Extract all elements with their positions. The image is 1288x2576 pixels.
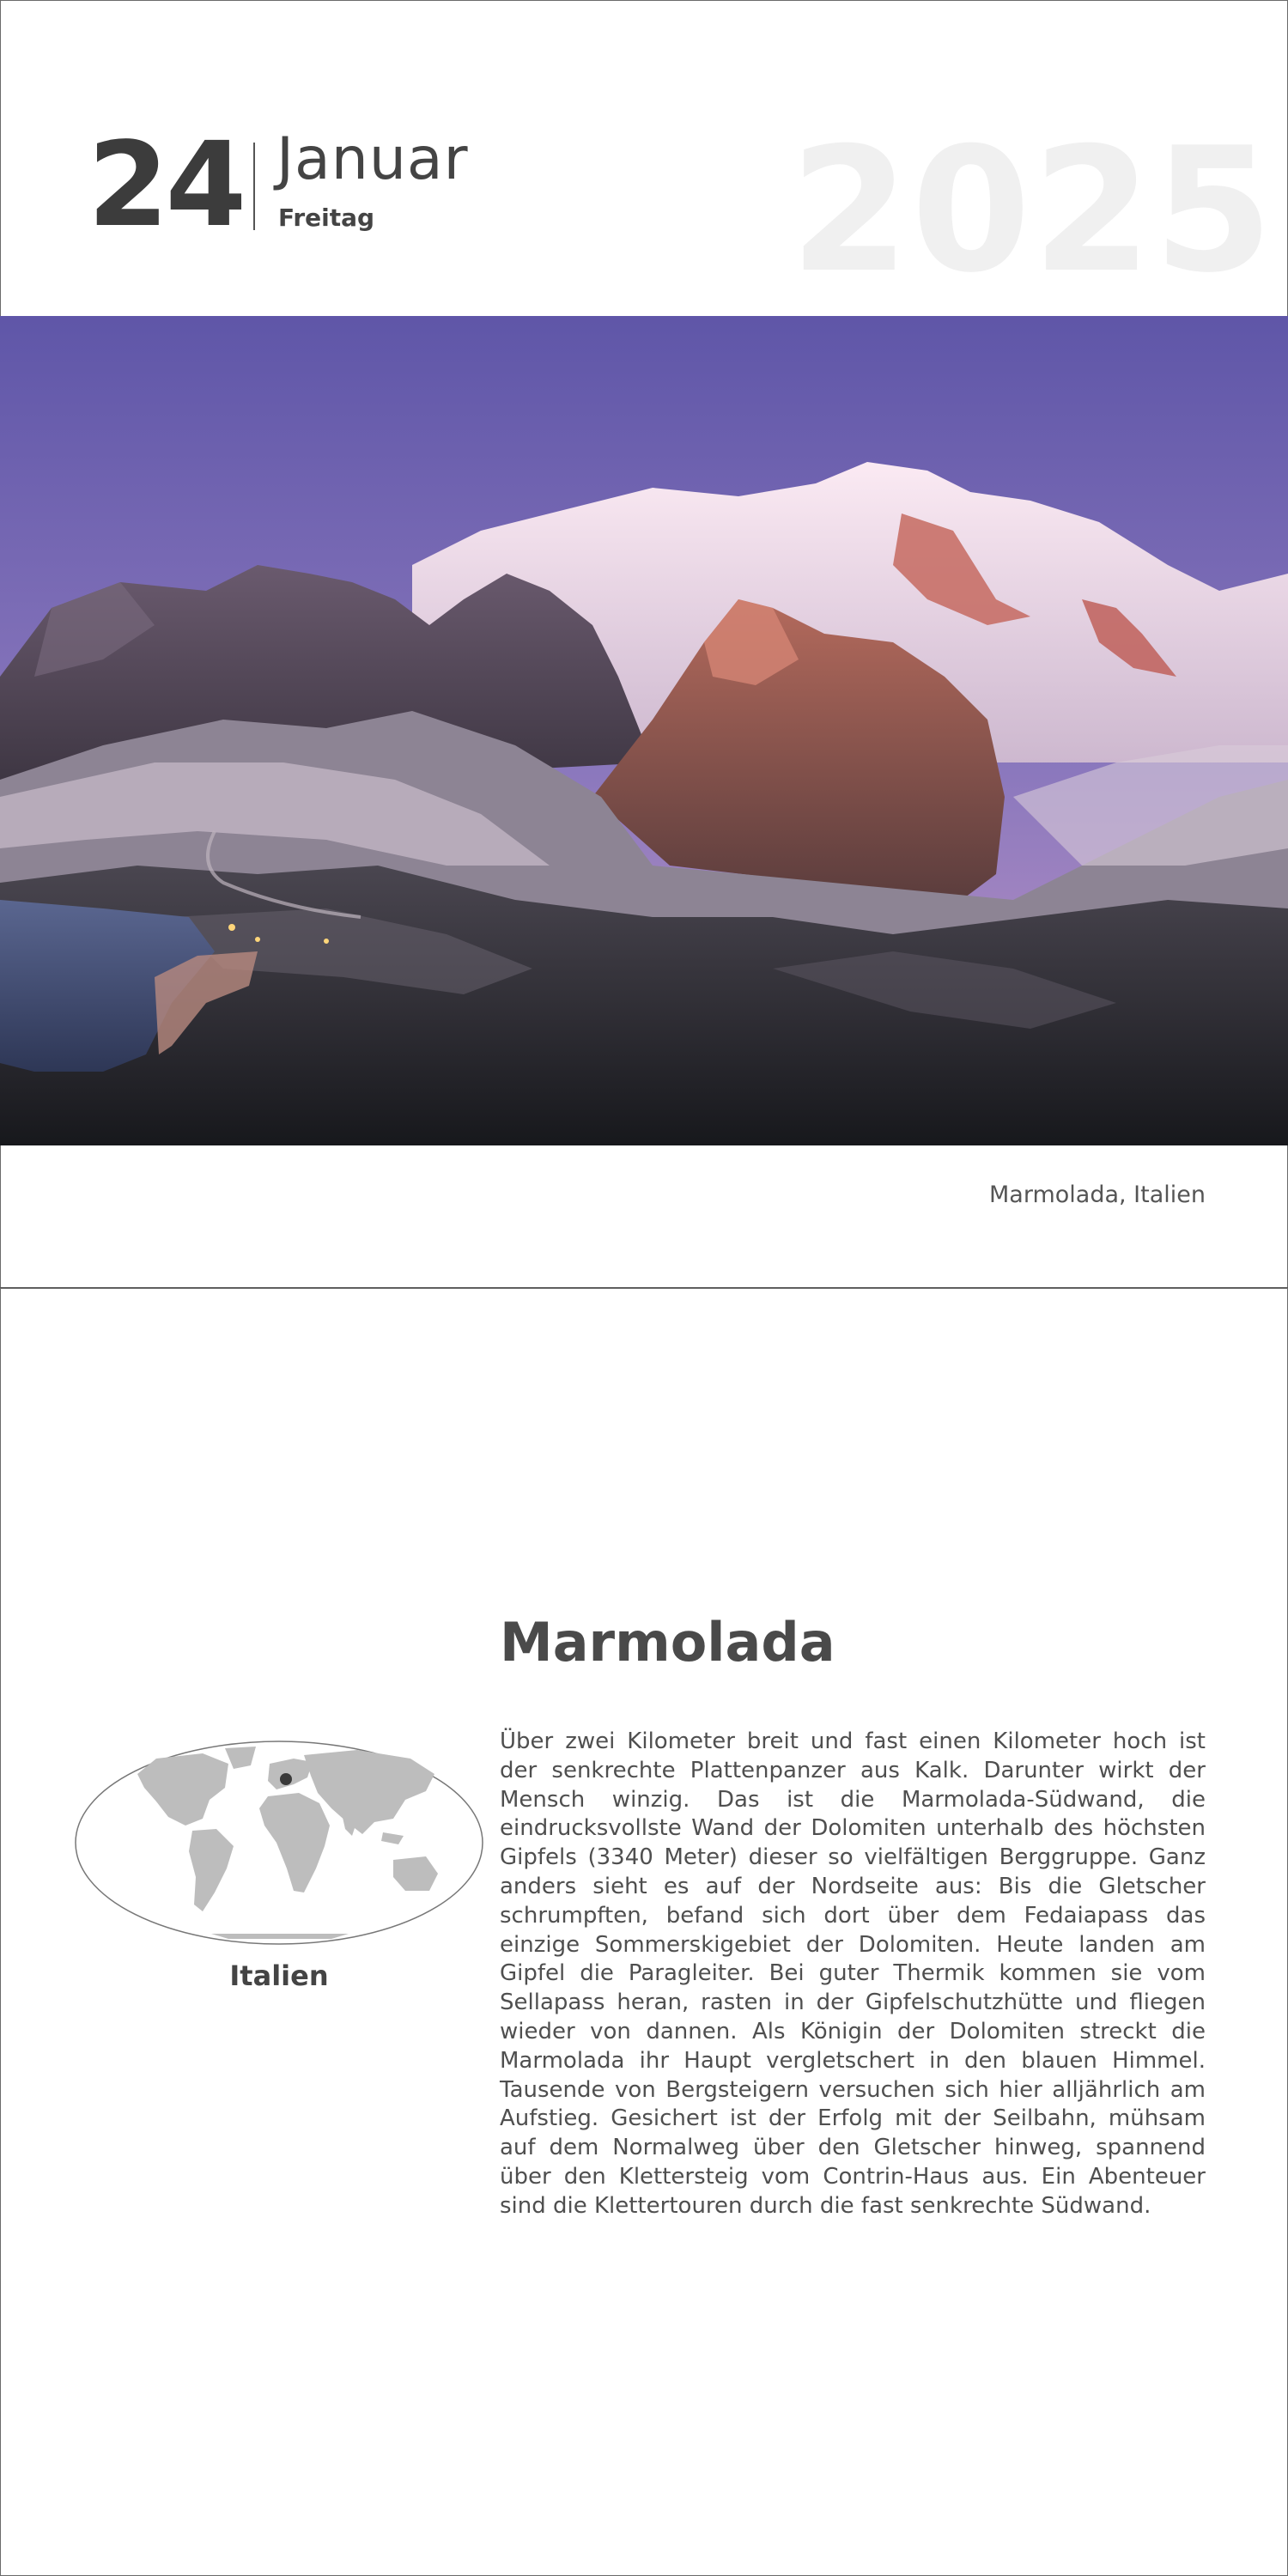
month-name: Januar (276, 125, 469, 193)
date-separator (253, 143, 255, 230)
mountain-photo (0, 316, 1288, 1145)
article-title: Marmolada (500, 1611, 835, 1674)
world-map-graphic (74, 1740, 484, 1946)
location-marker-icon (280, 1773, 292, 1785)
weekday: Freitag (278, 204, 375, 232)
photo-caption: Marmolada, Italien (988, 1182, 1206, 1208)
map-label: Italien (229, 1959, 329, 1992)
article-body: Über zwei Kilometer breit und fast einen Kilometer hoch ist der senkrechte Plattenpanzer aus Kalk. Darunter wirkt der Mensch winzig. Das ist die Marmolada-Südwand, die eindrucksvollste Wand der Dolomiten unterhalb des höchsten Gipfels (3340 Meter) dieser so vielfältigen Berggruppe. Ganz anders sieht es auf der Nordseite aus: Bis die Gletscher schrumpften, befand sich dort über dem Fedaiapass das einzige Sommerskigebiet der Dolomiten. Heute landen am Gipfel die Paragleiter. Bei guter Thermik kommen sie vom Sellapass heran, rasten in der Gipfelschutzhütte und fliegen wieder von dannen. Als Königin der Dolomiten streckt die Marmolada ihr Haupt vergletschert in den blauen Himmel. Tausende von Bergsteigern versuchen sich hier alljährlich am Aufstieg. Gesichert ist der Erfolg mit der Seilbahn, mühsam auf dem Normalweg über den Gletscher hinweg, spannend über den Klettersteig vom Contrin-Haus aus. Ein Abenteuer sind die Klettertouren durch die fast senkrechte Südwand. (500, 1728, 1206, 2219)
day-number: 24 (88, 118, 244, 253)
marmolada-landscape-image (0, 316, 1288, 1145)
year-watermark: 2025 (790, 111, 1275, 311)
world-map (74, 1740, 484, 1946)
